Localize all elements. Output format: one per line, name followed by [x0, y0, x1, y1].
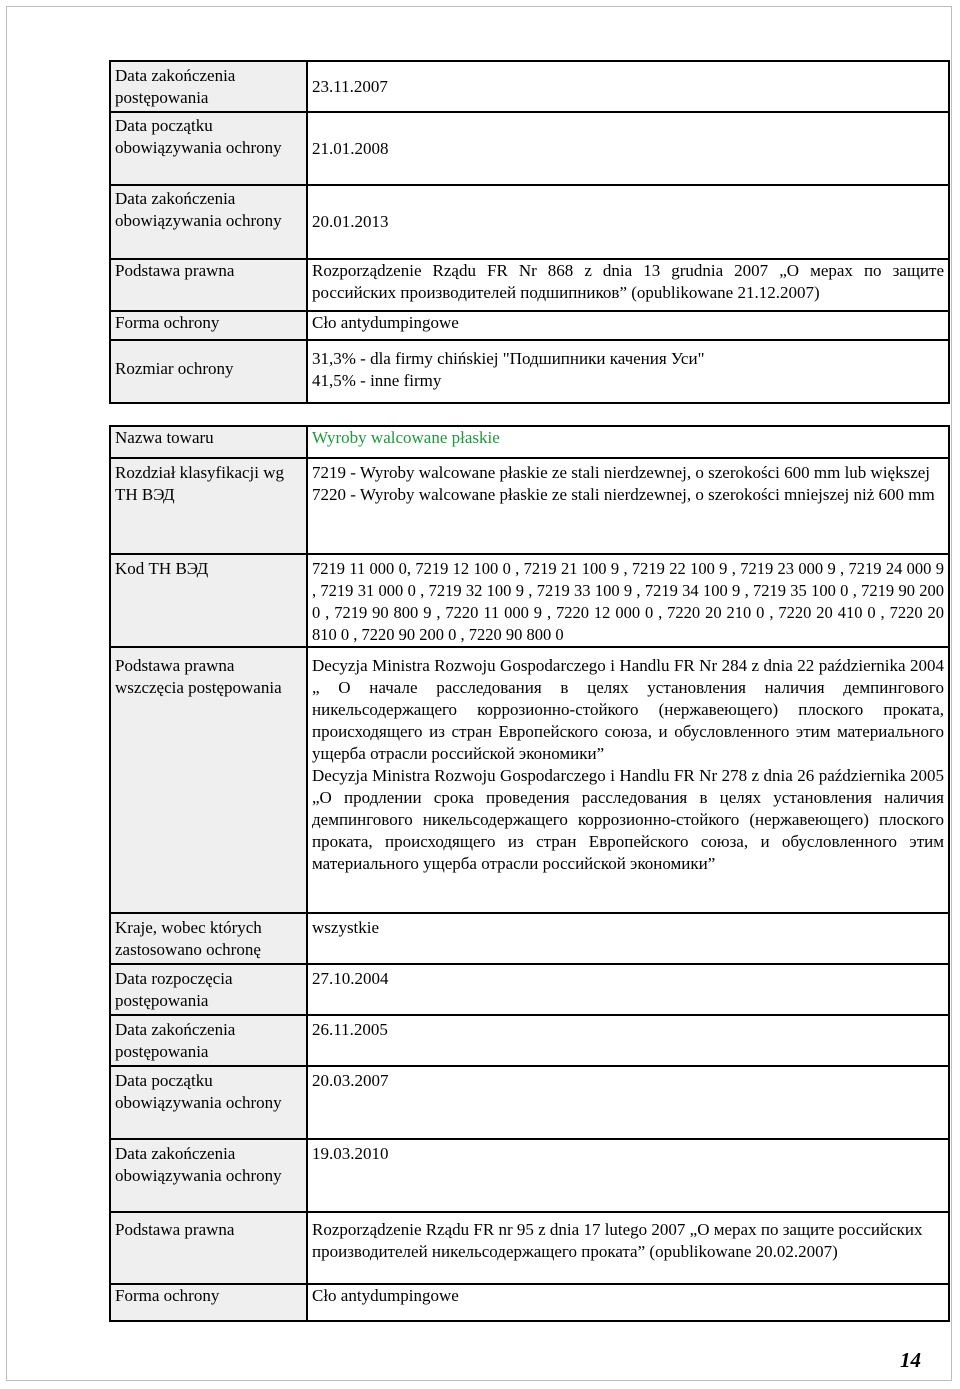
row-value: Rozporządzenie Rządu FR Nr 868 z dnia 13 grudnia 2007 „О мерах по защите российских производителей подшипников” (opublikowane 21.12.2007): [307, 259, 949, 311]
value-line: 41,5% - inne firmy: [312, 371, 442, 390]
row-label: Data zakończenia obowiązywania ochrony: [110, 1139, 307, 1212]
protection-table-flat-rolled: [109, 425, 950, 1322]
table-row: [110, 340, 949, 403]
row-label: Data zakończenia obowiązywania ochrony: [110, 185, 307, 259]
table-row: [110, 554, 949, 647]
row-value: [307, 647, 949, 913]
protection-table-bearings: [109, 60, 950, 404]
row-label: Forma ochrony: [110, 311, 307, 340]
row-value: Cło antydumpingowe: [307, 311, 949, 340]
row-label: Data początku obowiązywania ochrony: [110, 1066, 307, 1139]
row-label: Rozmiar ochrony: [110, 340, 307, 403]
table-row: [110, 458, 949, 554]
row-value: 27.10.2004: [307, 964, 949, 1015]
row-label: Rozdział klasyfikacji wg ТН ВЭД: [110, 458, 307, 554]
row-value: wszystkie: [307, 913, 949, 964]
value-paragraph: Decyzja Ministra Rozwoju Gospodarczego i Handlu FR Nr 278 z dnia 26 października 2005 „О продлении срока проведения расследования в целях установления наличия демпингового никельсодержащего коррозионно-стойкого (нержавеющего) плоского проката, происходящего из стран Европейского союза, и обусловленного этим материального ущерба отрасли российской экономики”: [312, 766, 944, 873]
table-row: [110, 1212, 949, 1284]
table-row: [110, 1066, 949, 1139]
row-label: Podstawa prawna: [110, 1212, 307, 1284]
table-row: [110, 112, 949, 185]
value-paragraph: Decyzja Ministra Rozwoju Gospodarczego i Handlu FR Nr 284 z dnia 22 października 2004 „ О начале расследования в целях установления наличия демпингового никельсодержащего коррозионно-стойкого (нержавеющего) плоского проката, происходящего из стран Европейского союза, и обусловленного этим материального ущерба отрасли российской экономики”: [312, 656, 944, 763]
row-label: Data rozpoczęcia postępowania: [110, 964, 307, 1015]
row-label: Podstawa prawna: [110, 259, 307, 311]
row-value: Cło antydumpingowe: [307, 1284, 949, 1321]
value-line: 7220 - Wyroby walcowane płaskie ze stali nierdzewnej, o szerokości mniejszej niż 600 mm: [312, 485, 935, 504]
row-value: [307, 340, 949, 403]
value-line: 7219 - Wyroby walcowane płaskie ze stali nierdzewnej, o szerokości 600 mm lub większej: [312, 463, 931, 482]
row-value: Rozporządzenie Rządu FR nr 95 z dnia 17 lutego 2007 „О мерах по защите российских производителей никельсодержащего проката” (opublikowane 20.02.2007): [307, 1212, 949, 1284]
table-row: [110, 61, 949, 112]
row-label: Kraje, wobec których zastosowano ochronę: [110, 913, 307, 964]
page-number: 14: [900, 1348, 921, 1372]
row-value: 7219 11 000 0, 7219 12 100 0 , 7219 21 100 9 , 7219 22 100 9 , 7219 23 000 9 , 7219 24 000 9 , 7219 31 000 0 , 7219 32 100 9 , 7219 33 100 9 , 7219 34 100 9 , 7219 35 100 0 , 7219 90 200 0 , 7219 90 800 9 , 7220 11 000 9 , 7220 12 000 0 , 7220 20 210 0 , 7220 20 410 0 , 7220 20 810 0 , 7220 90 200 0 , 7220 90 800 0: [307, 554, 949, 647]
product-name: Wyroby walcowane płaskie: [307, 426, 949, 458]
row-label: Data zakończenia postępowania: [110, 1015, 307, 1066]
row-label: Kod ТН ВЭД: [110, 554, 307, 647]
row-value: [307, 458, 949, 554]
row-value: 26.11.2005: [307, 1015, 949, 1066]
table-row: [110, 1284, 949, 1321]
row-value: 20.01.2013: [307, 185, 949, 259]
row-label: Data zakończenia postępowania: [110, 61, 307, 112]
row-label: Forma ochrony: [110, 1284, 307, 1321]
table-row: [110, 913, 949, 964]
table-row: [110, 1015, 949, 1066]
row-label: Data początku obowiązywania ochrony: [110, 112, 307, 185]
row-label: Podstawa prawna wszczęcia postępowania: [110, 647, 307, 913]
table-row: [110, 647, 949, 913]
table-row: [110, 259, 949, 311]
row-value: 20.03.2007: [307, 1066, 949, 1139]
row-value: 21.01.2008: [307, 112, 949, 185]
row-label: Nazwa towaru: [110, 426, 307, 458]
table-row: [110, 1139, 949, 1212]
table-row: [110, 311, 949, 340]
value-line: 31,3% - dla firmy chińskiej "Подшипники качения Уси": [312, 349, 705, 368]
row-value: 19.03.2010: [307, 1139, 949, 1212]
table-row: [110, 426, 949, 458]
table-row: [110, 185, 949, 259]
row-value: 23.11.2007: [307, 61, 949, 112]
table-row: [110, 964, 949, 1015]
